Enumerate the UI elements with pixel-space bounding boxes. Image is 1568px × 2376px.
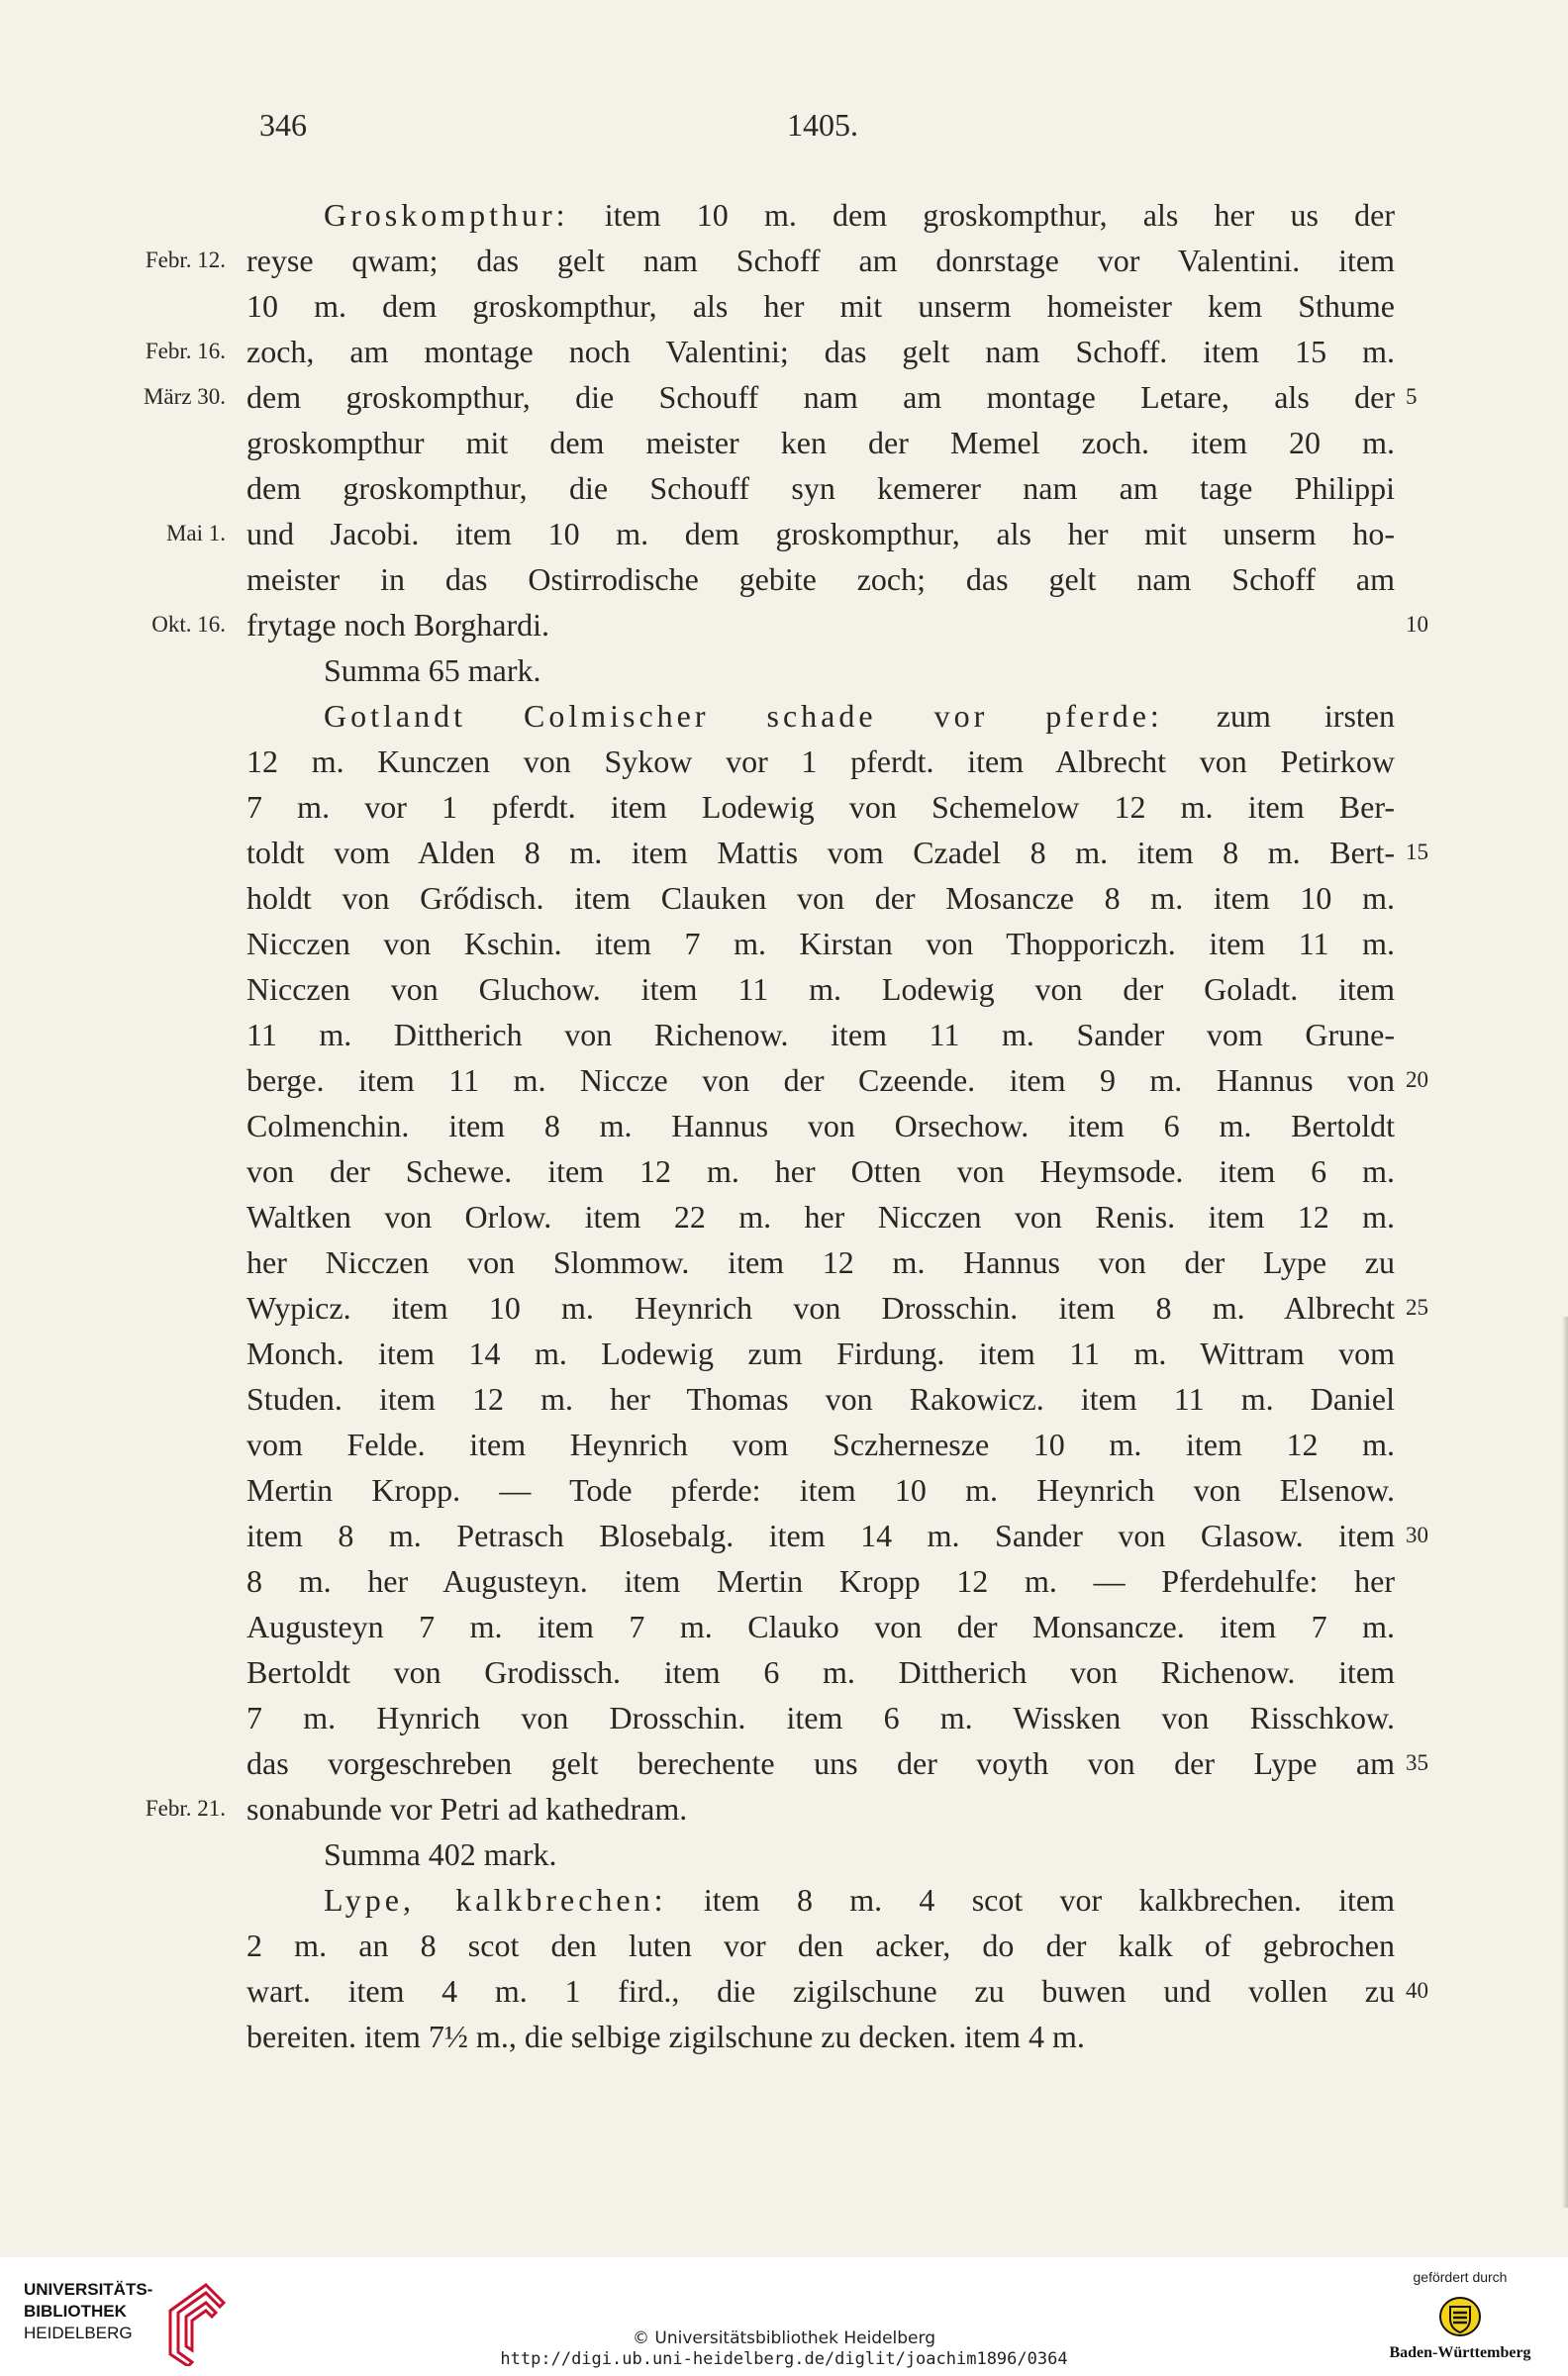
line-number: 35 [1406,1750,1428,1775]
text-line [0,1786,1568,1832]
library-name-line3: HEIDELBERG [24,2324,133,2342]
line-text: Colmenchin. item 8 m. Hannus von Orsechow. item 6 m. Bertoldt [246,1108,1395,1143]
text-line [0,830,1568,875]
funded-by-label: gefördert durch [1413,2269,1508,2285]
line-text: frytage noch Borghardi. [246,607,549,643]
line-text: Groskompthur: item 10 m. dem groskompthur, als her us der [324,197,1395,233]
text-line [0,238,1568,283]
library-name-line2: BIBLIOTHEK [24,2302,127,2321]
sponsor-badge [1366,2269,1554,2368]
line-number: 15 [1406,840,1428,864]
text-line [0,647,1568,693]
line-text: Waltken von Orlow. item 22 m. her Nicczen von Renis. item 12 m. [246,1199,1395,1235]
document-body [0,192,1568,2059]
line-text: vom Felde. item Heynrich vom Sczhernesze 10 m. item 12 m. [246,1427,1395,1462]
line-text: das vorgeschreben gelt berechente uns der voyth von der Lype am [246,1745,1395,1781]
text-line [0,465,1568,511]
text-line [0,784,1568,830]
line-text: 8 m. her Augusteyn. item Mertin Kropp 12 m. — Pferdehulfe: her [246,1563,1395,1599]
line-text: Summa 402 mark. [324,1836,557,1872]
line-text: bereiten. item 7½ m., die selbige zigilschune zu decken. item 4 m. [246,2019,1085,2054]
line-text: groskompthur mit dem meister ken der Memel zoch. item 20 m. [246,425,1395,460]
line-text: 11 m. Dittherich von Richenow. item 11 m. Sander vom Grune- [246,1017,1395,1052]
text-line [0,1923,1568,1968]
line-text: Monch. item 14 m. Lodewig zum Firdung. item 11 m. Wittram vom [246,1336,1395,1371]
margin-date: Mai 1. [165,521,226,545]
line-text: zoch, am montage noch Valentini; das gelt nam Schoff. item 15 m. [246,334,1395,369]
library-name-line1: UNIVERSITÄTS- [24,2280,153,2299]
permalink-url[interactable]: http://digi.ub.uni-heidelberg.de/diglit/joachim1896/0364 [500,2349,1068,2369]
line-text: Nicczen von Kschin. item 7 m. Kirstan von Thopporiczh. item 11 m. [246,926,1395,961]
text-line [0,556,1568,602]
text-line [0,1832,1568,1877]
line-text: 7 m. Hynrich von Drosschin. item 6 m. Wissken von Risschkow. [246,1700,1395,1735]
text-line [0,192,1568,238]
line-text: berge. item 11 m. Niccze von der Czeende. item 9 m. Hannus von [246,1062,1395,1098]
line-number: 5 [1406,384,1418,409]
margin-date: März 30. [143,384,226,409]
text-line [0,2014,1568,2059]
margin-date: Febr. 12. [145,248,226,272]
line-text: Gotlandt Colmischer schade vor pferde: zum irsten [324,698,1396,734]
line-text: item 8 m. Petrasch Blosebalg. item 14 m. Sander von Glasow. item [246,1518,1395,1553]
line-number: 10 [1406,612,1428,637]
line-number: 25 [1406,1295,1428,1320]
text-line [0,1513,1568,1558]
line-number: 20 [1406,1067,1428,1092]
line-text: Wypicz. item 10 m. Heynrich von Drosschin. item 8 m. Albrecht [246,1290,1395,1326]
text-line [0,1148,1568,1194]
line-text: und Jacobi. item 10 m. dem groskompthur, als her mit unserm ho- [246,516,1395,551]
text-line [0,875,1568,921]
line-text: Studen. item 12 m. her Thomas von Rakowicz. item 11 m. Daniel [246,1381,1395,1417]
scan-edge-shadow [1562,1317,1568,2208]
margin-date: Febr. 21. [145,1796,226,1821]
text-line [0,966,1568,1012]
running-title-year: 1405. [787,107,858,143]
text-line [0,420,1568,465]
text-line [0,374,1568,420]
line-text: 12 m. Kunczen von Sykow vor 1 pferdt. item Albrecht von Petirkow [246,743,1395,779]
margin-date: Okt. 16. [151,612,226,637]
text-line [0,1877,1568,1923]
text-line [0,1558,1568,1604]
line-number: 30 [1406,1523,1428,1547]
line-text: 7 m. vor 1 pferdt. item Lodewig von Schemelow 12 m. item Ber- [246,789,1395,825]
line-text: meister in das Ostirrodische gebite zoch; das gelt nam Schoff am [246,561,1395,597]
text-line [0,1467,1568,1513]
line-text: sonabunde vor Petri ad kathedram. [246,1791,688,1827]
text-line [0,1649,1568,1695]
text-line [0,1103,1568,1148]
line-text: Summa 65 mark. [324,652,541,688]
line-number: 40 [1406,1978,1428,2003]
text-line [0,1376,1568,1422]
copyright-text: © Universitätsbibliothek Heidelberg [632,2328,935,2348]
line-text: wart. item 4 m. 1 fird., die zigilschune zu buwen und vollen zu [246,1973,1395,2009]
line-text: von der Schewe. item 12 m. her Otten von Heymsode. item 6 m. [246,1153,1395,1189]
text-line [0,329,1568,374]
line-text: 10 m. dem groskompthur, als her mit unserm homeister kem Sthume [246,288,1395,324]
text-line [0,1239,1568,1285]
margin-date: Febr. 16. [145,339,226,363]
text-line [0,1695,1568,1740]
line-text: dem groskompthur, die Schouff syn kemerer nam am tage Philippi [246,470,1395,506]
line-text: reyse qwam; das gelt nam Schoff am donrstage vor Valentini. item [246,243,1395,278]
text-line [0,602,1568,647]
line-text: Nicczen von Gluchow. item 11 m. Lodewig von der Goladt. item [246,971,1395,1007]
text-line [0,1012,1568,1057]
text-line [0,739,1568,784]
page-number: 346 [259,107,307,143]
line-text: holdt von Grődisch. item Clauken von der Mosancze 8 m. item 10 m. [246,880,1395,916]
line-text: dem groskompthur, die Schouff nam am montage Letare, als der [246,379,1395,415]
line-text: toldt vom Alden 8 m. item Mattis vom Czadel 8 m. item 8 m. Bert- [246,835,1395,870]
text-line [0,1194,1568,1239]
footer-bar [0,2257,1568,2376]
text-line [0,283,1568,329]
text-line [0,1740,1568,1786]
text-line [0,1604,1568,1649]
coat-of-arms-icon [1438,2295,1482,2338]
text-line [0,511,1568,556]
text-line [0,1057,1568,1103]
line-text: her Nicczen von Slommow. item 12 m. Hannus von der Lype zu [246,1244,1395,1280]
text-line [0,1968,1568,2014]
page-header [0,107,1568,156]
line-text: Bertoldt von Grodissch. item 6 m. Dittherich von Richenow. item [246,1654,1395,1690]
text-line [0,1331,1568,1376]
line-text: Augusteyn 7 m. item 7 m. Clauko von der Monsancze. item 7 m. [246,1609,1395,1644]
text-line [0,1285,1568,1331]
line-text: Mertin Kropp. — Tode pferde: item 10 m. Heynrich von Elsenow. [246,1472,1395,1508]
line-text: Lype, kalkbrechen: item 8 m. 4 scot vor kalkbrechen. item [324,1882,1396,1918]
sponsor-name: Baden-Württemberg [1389,2344,1531,2361]
line-text: 2 m. an 8 scot den luten vor den acker, do der kalk of gebrochen [246,1928,1395,1963]
text-line [0,693,1568,739]
text-line [0,1422,1568,1467]
text-line [0,921,1568,966]
